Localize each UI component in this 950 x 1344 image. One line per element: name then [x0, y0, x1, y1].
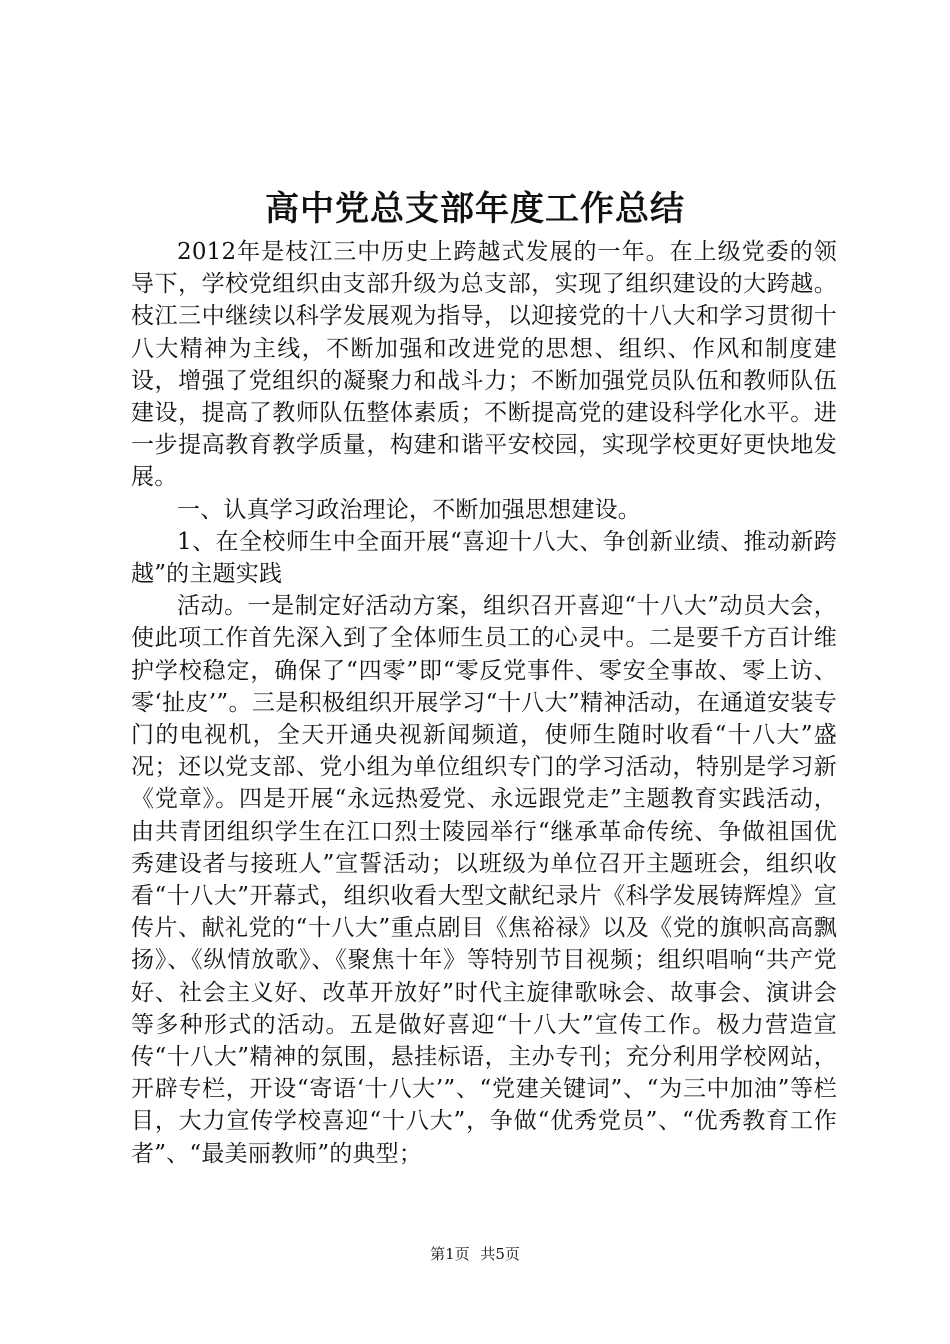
section-heading-1: 一、认真学习政治理论，不断加强思想建设。 [177, 496, 641, 523]
document-title: 高中党总支部年度工作总结 [265, 189, 685, 229]
paragraph-intro: 2012年是枝江三中历史上跨越式发展的一年。在上级党委的领导下，学校党组织由支部升级为总支部，实现了组织建设的大跨越。枝江三中继续以科学发展观为指导，以迎接党的十八大和学习贯彻十八大精神为主线，不断加强和改进党的思想、组织、作风和制度建设，增强了党组织的凝聚力和战斗力；不断加强党员队伍和教师队伍建设，提高了教师队伍整体素质；不断提高党的建设科学化水平。进一步提高教育教学质量，构建和谐平安校园，实现学校更好更快地发展。 [131, 239, 837, 491]
page-count: 共5页 [480, 1245, 520, 1263]
page-footer [0, 1244, 950, 1264]
paragraph-activities: 活动。一是制定好活动方案，组织召开喜迎“十八大”动员大会，使此项工作首先深入到了全体师生员工的心灵中。二是要千方百计维护学校稳定，确保了“四零”即“零反党事件、零安全事故、零上访、零‘扯皮’”。三是积极组织开展学习“十八大”精神活动，在通道安装专门的电视机，全天开通央视新闻频道，使师生随时收看“十八大”盛况；还以党支部、党小组为单位组织专门的学习活动，特别是学习新《党章》。四是开展“永远热爱党、永远跟党走”主题教育实践活动，由共青团组织学生在江口烈士陵园举行“继承革命传统、争做祖国优秀建设者与接班人”宣誓活动；以班级为单位召开主题班会，组织收看“十八大”开幕式，组织收看大型文献纪录片《科学发展铸辉煌》宣传片、献礼党的“十八大”重点剧目《焦裕禄》以及《党的旗帜高高飘扬》、《纵情放歌》、《聚焦十年》等特别节目视频；组织唱响“共产党好、社会主义好、改革开放好”时代主旋律歌咏会、故事会、演讲会等多种形式的活动。五是做好喜迎“十八大”宣传工作。极力营造宣传“十八大”精神的氛围，悬挂标语，主办专刊；充分利用学校网站，开辟专栏，开设“寄语‘十八大’”、“党建关键词”、“为三中加油”等栏目，大力宣传学校喜迎“十八大”，争做“优秀党员”、“优秀教育工作者”、“最美丽教师”的典型； [131, 593, 837, 1167]
document-body [131, 236, 837, 1170]
page-number: 第1页 [430, 1245, 470, 1263]
subsection-heading-1: 1、在全校师生中全面开展“喜迎十八大、争创新业绩、推动新跨越”的主题实践 [131, 528, 837, 588]
